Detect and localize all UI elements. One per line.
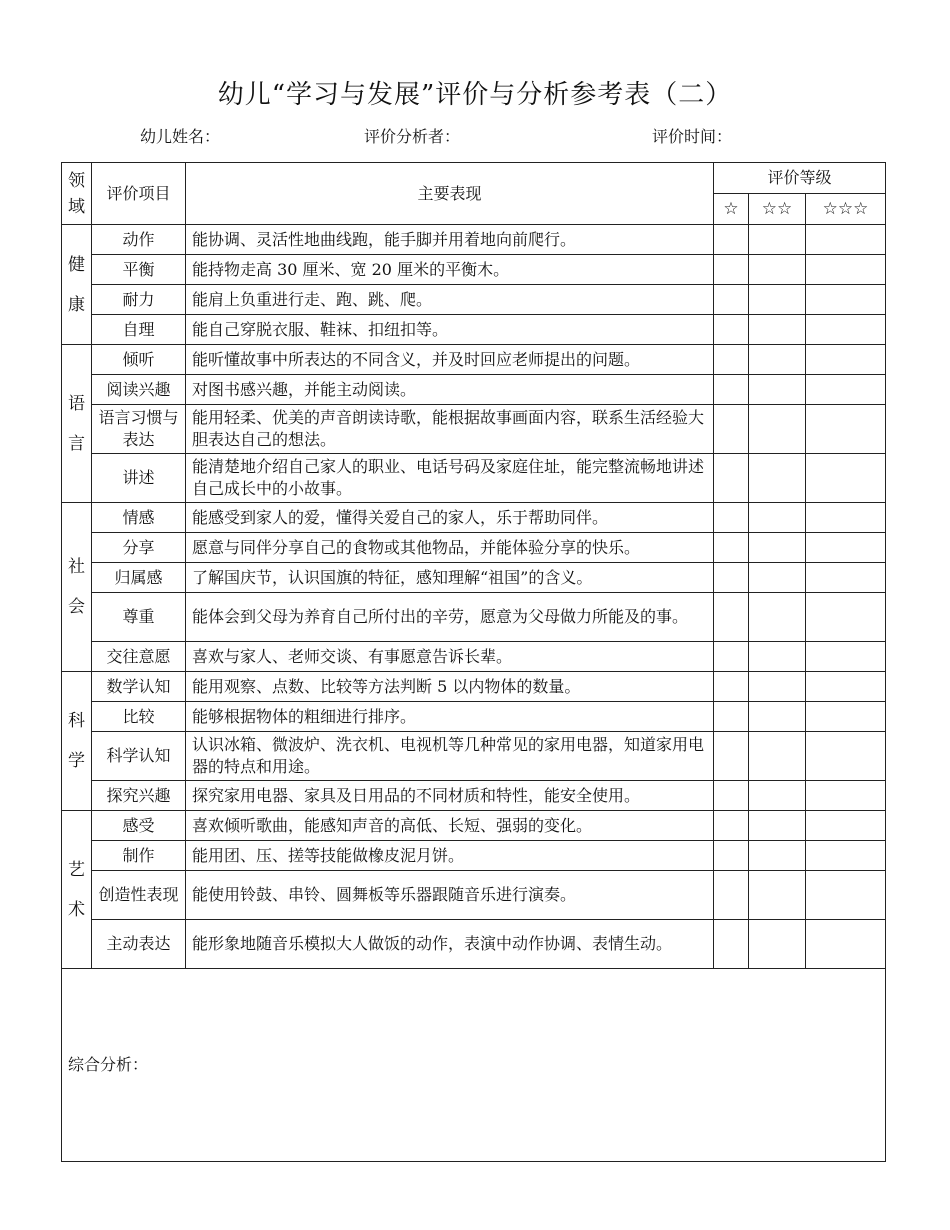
evaluation-item: 平衡 bbox=[92, 255, 186, 285]
evaluation-item: 制作 bbox=[92, 841, 186, 871]
table-row bbox=[62, 563, 886, 593]
grade-checkbox-3[interactable] bbox=[806, 811, 886, 841]
main-performance: 能用轻柔、优美的声音朗读诗歌，能根据故事画面内容，联系生活经验大胆表达自己的想法。 bbox=[186, 405, 714, 454]
grade-checkbox-2[interactable] bbox=[749, 672, 806, 702]
grade-level-3: ☆☆☆ bbox=[806, 194, 886, 225]
main-performance: 能够根据物体的粗细进行排序。 bbox=[186, 702, 714, 732]
table-row bbox=[62, 503, 886, 533]
evaluation-item: 讲述 bbox=[92, 454, 186, 503]
table-row bbox=[62, 533, 886, 563]
domain-header: 领 域 bbox=[62, 163, 92, 225]
evaluation-table bbox=[61, 162, 886, 1162]
grade-checkbox-1[interactable] bbox=[714, 672, 749, 702]
grade-checkbox-2[interactable] bbox=[749, 642, 806, 672]
grade-checkbox-2[interactable] bbox=[749, 285, 806, 315]
table-row bbox=[62, 454, 886, 503]
grade-checkbox-1[interactable] bbox=[714, 533, 749, 563]
main-performance: 能自己穿脱衣服、鞋袜、扣纽扣等。 bbox=[186, 315, 714, 345]
evaluation-date-label: 评价时间： bbox=[652, 127, 733, 146]
main-performance: 探究家用电器、家具及日用品的不同材质和特性，能安全使用。 bbox=[186, 781, 714, 811]
grade-checkbox-2[interactable] bbox=[749, 255, 806, 285]
table-row bbox=[62, 285, 886, 315]
item-header: 评价项目 bbox=[92, 163, 186, 225]
grade-checkbox-1[interactable] bbox=[714, 732, 749, 781]
main-performance: 能感受到家人的爱，懂得关爱自己的家人，乐于帮助同伴。 bbox=[186, 503, 714, 533]
main-performance: 对图书感兴趣，并能主动阅读。 bbox=[186, 375, 714, 405]
grade-checkbox-2[interactable] bbox=[749, 871, 806, 920]
evaluation-item: 动作 bbox=[92, 225, 186, 255]
grade-checkbox-1[interactable] bbox=[714, 285, 749, 315]
summary-label: 综合分析： bbox=[68, 1055, 149, 1074]
grade-level-2: ☆☆ bbox=[749, 194, 806, 225]
table-row bbox=[62, 811, 886, 841]
evaluation-item: 比较 bbox=[92, 702, 186, 732]
grade-checkbox-2[interactable] bbox=[749, 503, 806, 533]
grade-checkbox-3[interactable] bbox=[806, 920, 886, 969]
main-performance: 了解国庆节，认识国旗的特征，感知理解“祖国”的含义。 bbox=[186, 563, 714, 593]
evaluation-item: 语言习惯与表达 bbox=[92, 405, 186, 454]
main-performance: 喜欢倾听歌曲，能感知声音的高低、长短、强弱的变化。 bbox=[186, 811, 714, 841]
grade-checkbox-2[interactable] bbox=[749, 225, 806, 255]
grade-checkbox-3[interactable] bbox=[806, 781, 886, 811]
main-performance: 能持物走高 30 厘米、宽 20 厘米的平衡木。 bbox=[186, 255, 714, 285]
evaluation-item: 感受 bbox=[92, 811, 186, 841]
table-row bbox=[62, 375, 886, 405]
grade-checkbox-3[interactable] bbox=[806, 375, 886, 405]
table-row bbox=[62, 225, 886, 255]
description-header: 主要表现 bbox=[186, 163, 714, 225]
main-performance: 喜欢与家人、老师交谈、有事愿意告诉长辈。 bbox=[186, 642, 714, 672]
evaluation-item: 交往意愿 bbox=[92, 642, 186, 672]
main-performance: 能听懂故事中所表达的不同含义，并及时回应老师提出的问题。 bbox=[186, 345, 714, 375]
evaluation-item: 主动表达 bbox=[92, 920, 186, 969]
grade-checkbox-2[interactable] bbox=[749, 454, 806, 503]
grade-checkbox-2[interactable] bbox=[749, 563, 806, 593]
grade-checkbox-2[interactable] bbox=[749, 345, 806, 375]
evaluation-item: 耐力 bbox=[92, 285, 186, 315]
evaluation-item: 自理 bbox=[92, 315, 186, 345]
grade-checkbox-3[interactable] bbox=[806, 285, 886, 315]
grade-checkbox-1[interactable] bbox=[714, 405, 749, 454]
grade-checkbox-2[interactable] bbox=[749, 533, 806, 563]
evaluator-label: 评价分析者： bbox=[364, 127, 461, 146]
grade-checkbox-1[interactable] bbox=[714, 315, 749, 345]
grade-checkbox-1[interactable] bbox=[714, 642, 749, 672]
main-performance: 能使用铃鼓、串铃、圆舞板等乐器跟随音乐进行演奏。 bbox=[186, 871, 714, 920]
grade-checkbox-2[interactable] bbox=[749, 593, 806, 642]
grade-checkbox-3[interactable] bbox=[806, 405, 886, 454]
grade-checkbox-1[interactable] bbox=[714, 375, 749, 405]
grade-checkbox-3[interactable] bbox=[806, 732, 886, 781]
grade-checkbox-1[interactable] bbox=[714, 454, 749, 503]
grade-checkbox-3[interactable] bbox=[806, 702, 886, 732]
grade-checkbox-2[interactable] bbox=[749, 375, 806, 405]
grade-checkbox-3[interactable] bbox=[806, 255, 886, 285]
grade-checkbox-3[interactable] bbox=[806, 563, 886, 593]
table-row bbox=[62, 405, 886, 454]
domain-cell: 健 康 bbox=[62, 225, 92, 345]
grade-checkbox-2[interactable] bbox=[749, 315, 806, 345]
grade-checkbox-1[interactable] bbox=[714, 781, 749, 811]
grade-checkbox-3[interactable] bbox=[806, 642, 886, 672]
domain-cell: 社 会 bbox=[62, 503, 92, 672]
grade-checkbox-1[interactable] bbox=[714, 255, 749, 285]
main-performance: 认识冰箱、微波炉、洗衣机、电视机等几种常见的家用电器，知道家用电器的特点和用途。 bbox=[186, 732, 714, 781]
main-performance: 能协调、灵活性地曲线跑，能手脚并用着地向前爬行。 bbox=[186, 225, 714, 255]
table-row bbox=[62, 642, 886, 672]
main-performance: 愿意与同伴分享自己的食物或其他物品，并能体验分享的快乐。 bbox=[186, 533, 714, 563]
table-row bbox=[62, 781, 886, 811]
evaluation-item: 归属感 bbox=[92, 563, 186, 593]
grade-checkbox-1[interactable] bbox=[714, 225, 749, 255]
table-row bbox=[62, 841, 886, 871]
main-performance: 能用团、压、搓等技能做橡皮泥月饼。 bbox=[186, 841, 714, 871]
summary-area[interactable] bbox=[62, 969, 886, 1162]
evaluation-item: 倾听 bbox=[92, 345, 186, 375]
grade-checkbox-2[interactable] bbox=[749, 781, 806, 811]
main-performance: 能清楚地介绍自己家人的职业、电话号码及家庭住址，能完整流畅地讲述自己成长中的小故事。 bbox=[186, 454, 714, 503]
grade-checkbox-2[interactable] bbox=[749, 841, 806, 871]
grade-checkbox-3[interactable] bbox=[806, 345, 886, 375]
table-row bbox=[62, 255, 886, 285]
grade-checkbox-2[interactable] bbox=[749, 811, 806, 841]
grade-checkbox-1[interactable] bbox=[714, 593, 749, 642]
child-name-label: 幼儿姓名： bbox=[140, 127, 221, 146]
table-row bbox=[62, 732, 886, 781]
domain-cell: 艺 术 bbox=[62, 811, 92, 969]
evaluation-item: 探究兴趣 bbox=[92, 781, 186, 811]
grade-checkbox-1[interactable] bbox=[714, 871, 749, 920]
evaluation-item: 阅读兴趣 bbox=[92, 375, 186, 405]
grade-checkbox-1[interactable] bbox=[714, 702, 749, 732]
grade-checkbox-1[interactable] bbox=[714, 503, 749, 533]
main-performance: 能肩上负重进行走、跑、跳、爬。 bbox=[186, 285, 714, 315]
grade-checkbox-1[interactable] bbox=[714, 920, 749, 969]
table-row bbox=[62, 315, 886, 345]
grade-checkbox-3[interactable] bbox=[806, 841, 886, 871]
evaluation-item: 情感 bbox=[92, 503, 186, 533]
table-row bbox=[62, 593, 886, 642]
grade-checkbox-3[interactable] bbox=[806, 225, 886, 255]
grade-checkbox-2[interactable] bbox=[749, 405, 806, 454]
grade-checkbox-1[interactable] bbox=[714, 563, 749, 593]
main-performance: 能形象地随音乐模拟大人做饭的动作，表演中动作协调、表情生动。 bbox=[186, 920, 714, 969]
grade-checkbox-2[interactable] bbox=[749, 732, 806, 781]
grade-checkbox-1[interactable] bbox=[714, 841, 749, 871]
grade-header: 评价等级 bbox=[714, 163, 886, 194]
evaluation-item: 尊重 bbox=[92, 593, 186, 642]
summary-row bbox=[62, 969, 886, 1162]
grade-checkbox-2[interactable] bbox=[749, 702, 806, 732]
grade-checkbox-3[interactable] bbox=[806, 672, 886, 702]
table-row bbox=[62, 672, 886, 702]
domain-cell: 语 言 bbox=[62, 345, 92, 503]
table-row bbox=[62, 702, 886, 732]
evaluation-item: 创造性表现 bbox=[92, 871, 186, 920]
domain-cell: 科 学 bbox=[62, 672, 92, 811]
evaluation-item: 分享 bbox=[92, 533, 186, 563]
evaluation-item: 数学认知 bbox=[92, 672, 186, 702]
main-performance: 能体会到父母为养育自己所付出的辛劳，愿意为父母做力所能及的事。 bbox=[186, 593, 714, 642]
grade-checkbox-3[interactable] bbox=[806, 533, 886, 563]
table-row bbox=[62, 345, 886, 375]
grade-checkbox-2[interactable] bbox=[749, 920, 806, 969]
grade-checkbox-3[interactable] bbox=[806, 454, 886, 503]
grade-checkbox-3[interactable] bbox=[806, 315, 886, 345]
grade-checkbox-3[interactable] bbox=[806, 503, 886, 533]
evaluation-item: 科学认知 bbox=[92, 732, 186, 781]
grade-checkbox-1[interactable] bbox=[714, 811, 749, 841]
grade-level-1: ☆ bbox=[714, 194, 749, 225]
table-row bbox=[62, 871, 886, 920]
main-performance: 能用观察、点数、比较等方法判断 5 以内物体的数量。 bbox=[186, 672, 714, 702]
grade-checkbox-3[interactable] bbox=[806, 593, 886, 642]
grade-checkbox-1[interactable] bbox=[714, 345, 749, 375]
page-title: 幼儿“学习与发展”评价与分析参考表（二） bbox=[217, 80, 733, 110]
grade-checkbox-3[interactable] bbox=[806, 871, 886, 920]
table-row bbox=[62, 920, 886, 969]
